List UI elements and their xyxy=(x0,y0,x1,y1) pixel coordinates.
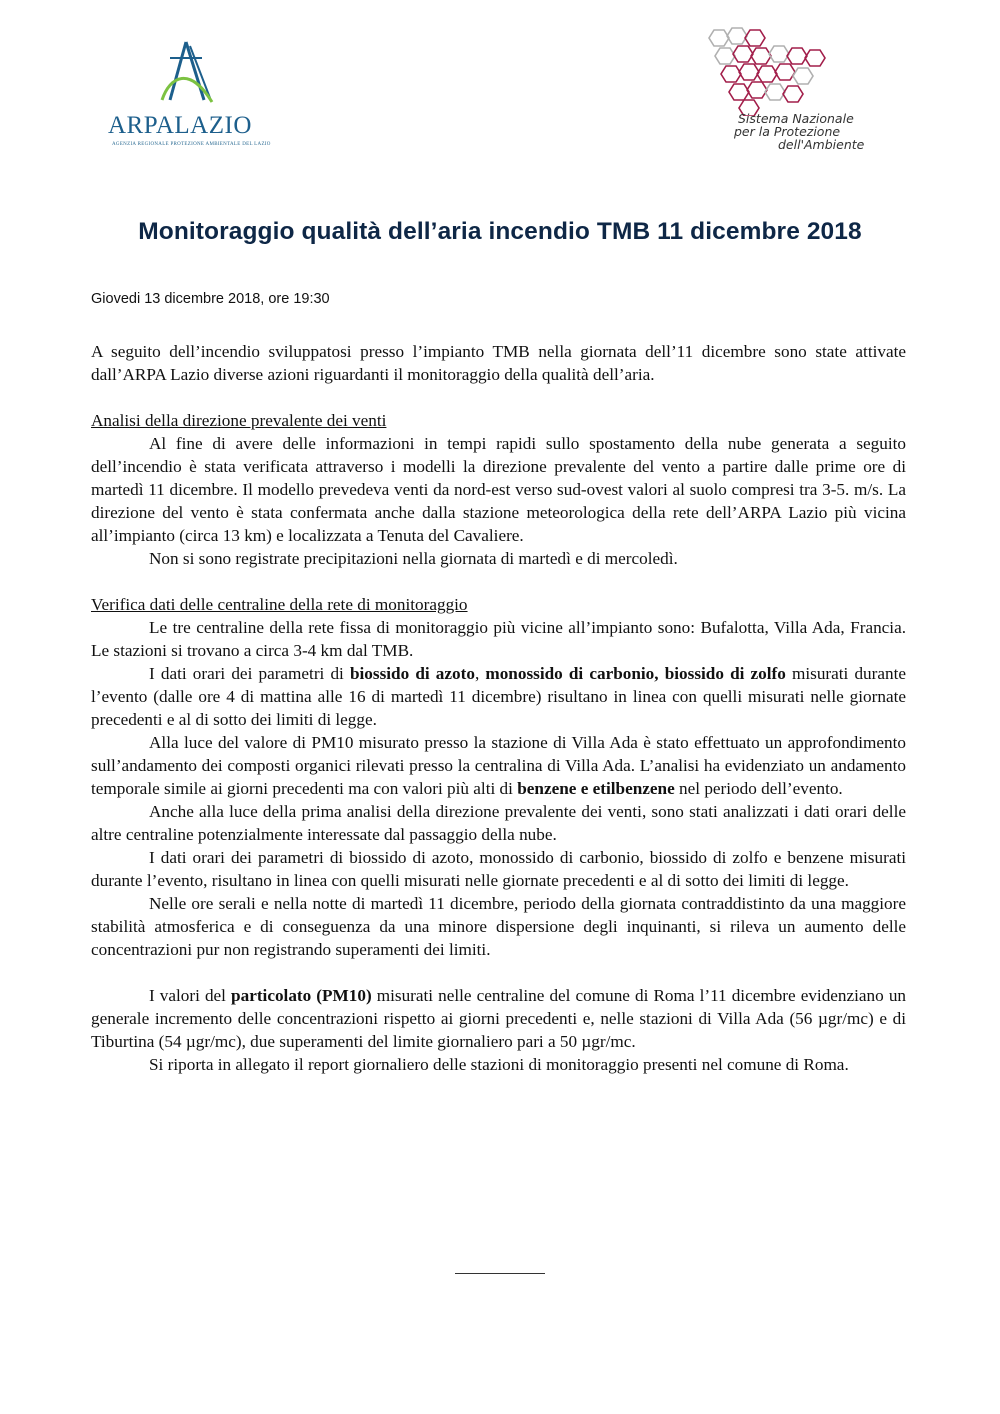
intro-paragraph: A seguito dell’incendio sviluppatosi presso l’impianto TMB nella giornata dell’11 dicembre sono state attivate dall’ARPA Lazio diverse azioni riguardanti il monitoraggio della qualità dell’aria. xyxy=(91,342,906,384)
paragraph-venti-2: Non si sono registrate precipitazioni nella giornata di martedì e di mercoledì. xyxy=(149,549,678,568)
paragraph-centraline-5: I dati orari dei parametri di biossido di azoto, monossido di carbonio, biossido di zolfo e benzene misurati durante l’evento, risultano in linea con quelli misurati nelle giornate precedenti e al di sotto dei limiti di legge. xyxy=(91,848,906,890)
paragraph-centraline-6: Nelle ore serali e nella notte di martedì 11 dicembre, periodo della giornata contraddistinto da una maggiore stabilità atmosferica e di conseguenza da una minore dispersione degli inquinanti, si rileva un aumento delle concentrazioni pur non registrando superamenti dei limiti. xyxy=(91,894,906,959)
section-heading-centraline: Verifica dati delle centraline della rete di monitoraggio xyxy=(91,595,468,614)
arpa-lazio-name: ARPALAZIO xyxy=(108,112,252,139)
page-title: Monitoraggio qualità dell’aria incendio TMB 11 dicembre 2018 xyxy=(138,218,862,245)
section-heading-venti: Analisi della direzione prevalente dei venti xyxy=(91,411,387,430)
footer-rule xyxy=(455,1273,545,1274)
snpa-wordmark xyxy=(730,112,864,151)
paragraph-pm10: I valori del particolato (PM10) misurati nelle centraline del comune di Roma l’11 dicembre evidenziano un generale incremento delle concentrazioni rispetto ai giorni precedenti e, nelle stazioni di Villa Ada (56 µgr/mc) e di Tiburtina (54 µgr/mc), due superamenti del limite giornaliero pari a 50 µgr/mc. xyxy=(91,986,907,1051)
snpa-line-2: per la Protezione xyxy=(734,124,841,139)
paragraph-centraline-2: I dati orari dei parametri di biossido di azoto, monossido di carbonio, biossido di zolfo misurati durante l’evento (dalle ore 4 di mattina alle 16 di martedì 11 dicembre) risultano in linea con quelli misurati nelle giornate precedenti e al di sotto dei limiti di legge. xyxy=(91,664,906,729)
bold-particolato: particolato (PM10) xyxy=(231,986,372,1005)
snpa-line-1: Sistema Nazionale xyxy=(738,111,854,126)
arpa-lazio-logo-icon xyxy=(100,36,270,116)
arpa-lazio-logo xyxy=(100,36,270,154)
paragraph-allegato: Si riporta in allegato il report giornaliero delle stazioni di monitoraggio presenti nel comune di Roma. xyxy=(149,1055,849,1074)
bold-monossido-biossido: monossido di carbonio, biossido di zolfo xyxy=(485,664,786,683)
snpa-hexagon-logo-icon xyxy=(700,26,830,116)
paragraph-venti-1: Al fine di avere delle informazioni in tempi rapidi sullo spostamento della nube generata a seguito dell’incendio è stata verificata attraverso i modelli la direzione prevalente del vento a partire dalle prime ore di martedì 11 dicembre. Il modello prevedeva venti da nord-est verso sud-ovest valori al suolo compresi tra 3-5. m/s. La direzione del vento è stata confermata anche dalla stazione meteorologica della rete dell’ARPA Lazio più vicina all’impianto (circa 13 km) e localizzata a Tenuta del Cavaliere. xyxy=(91,434,906,545)
snpa-line-3: dell'Ambiente xyxy=(778,137,865,152)
bold-benzene: benzene e etilbenzene xyxy=(517,779,675,798)
paragraph-centraline-3: Alla luce del valore di PM10 misurato presso la stazione di Villa Ada è stato effettuato un approfondimento sull’andamento dei composti organici rilevati presso la centralina di Villa Ada. L’analisi ha evidenziato un andamento temporale simile ai giorni precedenti ma con valori più alti di benzene e etilbenzene nel periodo dell’evento. xyxy=(91,733,906,798)
dateline: Giovedi 13 dicembre 2018, ore 19:30 xyxy=(91,291,330,307)
document-body xyxy=(91,340,906,1076)
bold-biossido-azoto: biossido di azoto xyxy=(349,664,475,683)
paragraph-centraline-1: Le tre centraline della rete fissa di monitoraggio più vicine all’impianto sono: Bufalotta, Villa Ada, Francia. Le stazioni si trovano a circa 3-4 km dal TMB. xyxy=(91,618,906,660)
paragraph-centraline-4: Anche alla luce della prima analisi della direzione prevalente dei venti, sono stati analizzati i dati orari delle altre centraline potenzialmente interessate dal passaggio della nube. xyxy=(91,802,906,844)
snpa-logo xyxy=(700,26,900,156)
arpa-lazio-subtitle: AGENZIA REGIONALE PROTEZIONE AMBIENTALE DEL LAZIO xyxy=(112,142,271,147)
